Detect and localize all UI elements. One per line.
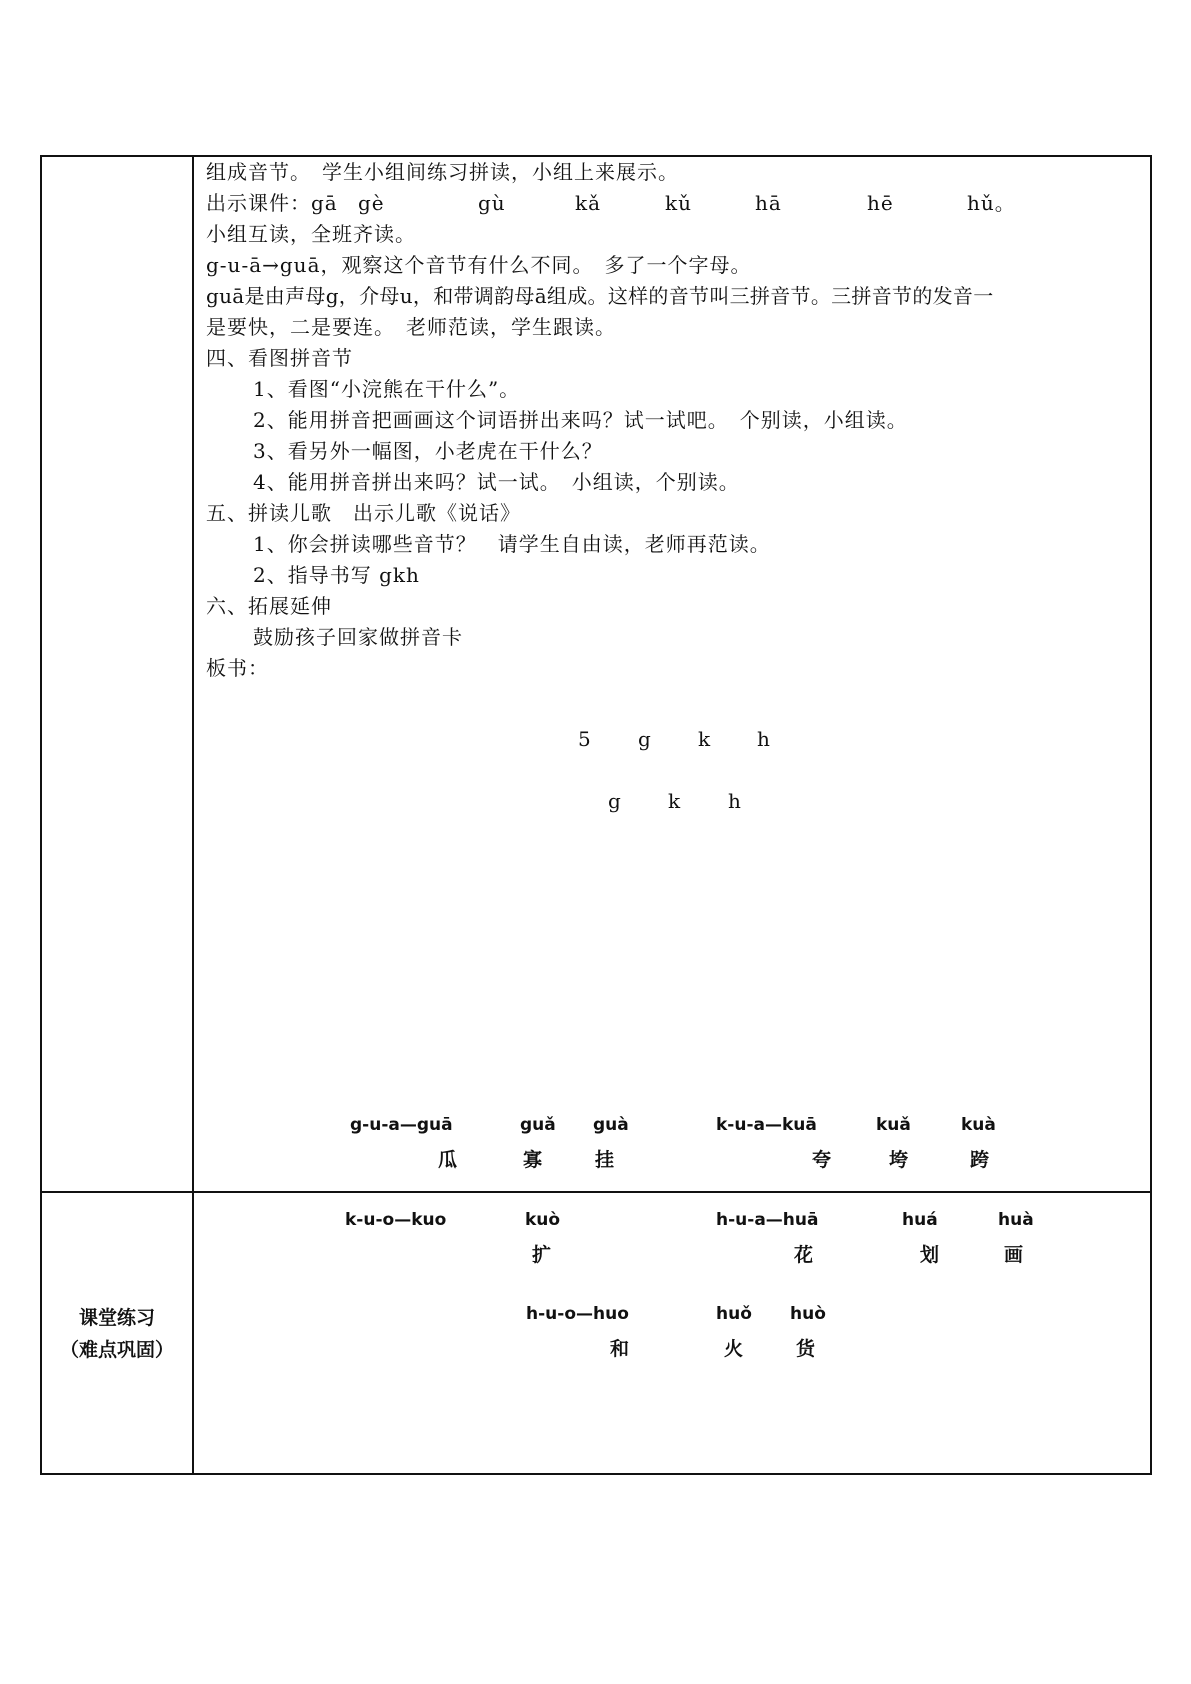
text-line: 3、看另外一幅图，小老虎在干什么？	[253, 439, 603, 463]
pinyin-spelling: g-u-a—guā	[350, 1115, 453, 1135]
practice-subtitle: （难点巩固）	[59, 1339, 174, 1361]
character: 货	[796, 1338, 816, 1360]
character: 垮	[889, 1149, 909, 1171]
character: 扩	[532, 1244, 552, 1266]
board-row-2	[206, 786, 1136, 817]
section-heading: 四、看图拼音节	[206, 346, 353, 370]
character: 瓜	[438, 1149, 458, 1171]
text-line: 2、能用拼音把画画这个词语拼出来吗？试一试吧。 个别读，小组读。	[253, 408, 908, 432]
syllable: hā	[755, 191, 782, 215]
practice-title: 课堂练习	[78, 1307, 155, 1329]
character: 花	[794, 1244, 814, 1266]
row-divider	[42, 1191, 1150, 1193]
character: 寡	[523, 1149, 543, 1171]
text-line: 小组互读，全班齐读。	[206, 222, 416, 246]
pinyin: guǎ	[520, 1115, 556, 1135]
text-line: 鼓励孩子回家做拼音卡	[253, 625, 463, 649]
lesson-table	[40, 155, 1152, 1475]
pinyin-spelling: h-u-a—huā	[716, 1210, 819, 1230]
character: 画	[1004, 1244, 1024, 1266]
text-line: g-u-ā→guā，观察这个音节有什么不同。 多了一个字母。	[206, 253, 752, 277]
text-line: 组成音节。 学生小组间练习拼读，小组上来展示。	[206, 160, 679, 184]
board-item: 5	[578, 727, 592, 751]
syllable: hē	[867, 191, 894, 215]
pinyin: huǒ	[716, 1304, 752, 1324]
pinyin: huò	[790, 1304, 826, 1324]
teaching-process-cell	[206, 157, 1136, 813]
text-line: guā是由声母g，介母u，和带调韵母ā组成。这样的音节叫三拼音节。三拼音节的发音一	[206, 284, 994, 308]
character: 和	[610, 1338, 630, 1360]
pinyin: huá	[902, 1210, 938, 1230]
pinyin-spelling: h-u-o—huo	[526, 1304, 629, 1324]
syllable: hǔ。	[967, 191, 1016, 215]
board-row-1	[206, 724, 1136, 755]
text-line: 4、能用拼音拼出来吗？试一试。 小组读，个别读。	[253, 470, 740, 494]
practice-label-cell	[42, 1193, 192, 1475]
pinyin-spelling: k-u-o—kuo	[345, 1210, 447, 1230]
courseware-label: 出示课件：gā	[206, 191, 338, 215]
column-divider	[192, 157, 194, 1473]
pinyin: kuǎ	[876, 1115, 911, 1135]
character: 火	[724, 1338, 744, 1360]
board-item: k	[698, 727, 712, 751]
pinyin: huà	[998, 1210, 1034, 1230]
board-item: h	[757, 727, 771, 751]
pinyin: kuà	[961, 1115, 996, 1135]
text-line: 1、你会拼读哪些音节？ 请学生自由读，老师再范读。	[253, 532, 771, 556]
text-line: 1、看图“小浣熊在干什么”。	[253, 377, 521, 401]
syllable: gè	[358, 191, 385, 215]
board-label: 板书：	[206, 656, 269, 680]
character: 挂	[595, 1149, 615, 1171]
board-item: k	[668, 789, 682, 813]
pinyin-spelling: k-u-a—kuā	[716, 1115, 817, 1135]
syllable: kǎ	[575, 191, 602, 215]
pinyin: kuò	[525, 1210, 561, 1230]
syllable: kǔ	[665, 191, 692, 215]
courseware-line	[206, 188, 1136, 219]
character: 划	[920, 1244, 940, 1266]
syllable: gù	[478, 191, 506, 215]
section-heading: 六、拓展延伸	[206, 594, 332, 618]
pinyin: guà	[593, 1115, 629, 1135]
text-line: 是要快，二是要连。 老师范读，学生跟读。	[206, 315, 616, 339]
board-item: g	[608, 789, 622, 813]
board-item: h	[728, 789, 742, 813]
section-heading: 五、拼读儿歌 出示儿歌《说话》	[206, 501, 521, 525]
text-line: 2、指导书写 gkh	[253, 563, 420, 587]
board-item: g	[638, 727, 652, 751]
character: 夸	[812, 1149, 832, 1171]
character: 跨	[970, 1149, 990, 1171]
